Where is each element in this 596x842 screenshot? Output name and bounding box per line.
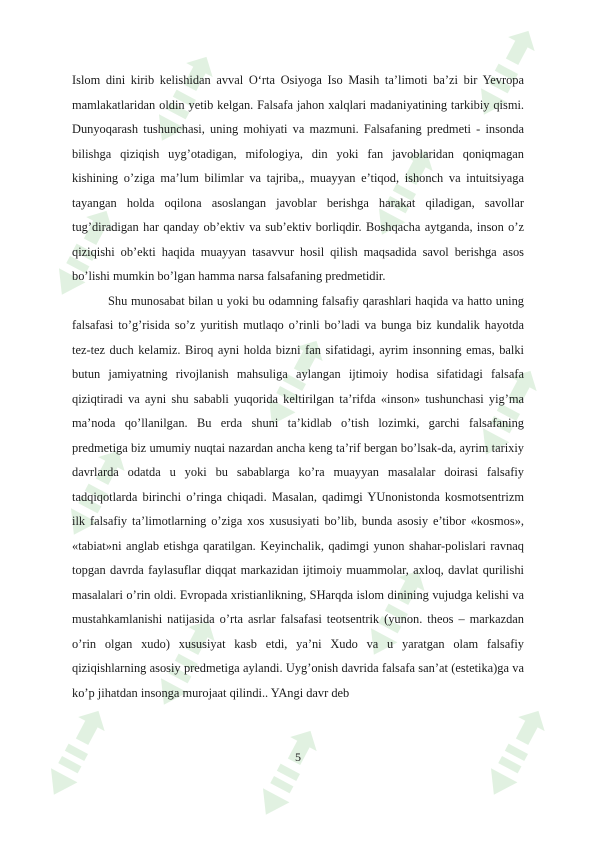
page-number: 5 bbox=[295, 750, 301, 764]
body-text bbox=[72, 68, 524, 705]
paragraph-1: Islom dini kirib kelishidan avval O‘rta Osiyoga Iso Masih ta’limoti ba’zi bir Yevropa mamlakatlaridan oldin yetib kelgan. Falsafa jahon xalqlari madaniyatining tarkibiy qismi. Dunyoqarash tushunchasi, uning mohiyati va mazmuni. Falsafaning predmeti - insonda bilishga qiziqish uyg’otadigan, mifologiya, din yoki fan javoblaridan qoniqmagan kishining o’ziga ma’lum bilimlar va tajriba,, muayyan e’tiqod, ishonch va intuitsiyaga tayangan holda oqilona asoslangan javoblar berishga harakat qiladigan, savollar tug’diradigan har qanday ob’ektiv va sub’ektiv borliqdir. Boshqacha aytganda, inson o’z qiziqishi ob’ekti haqida muayyan tasavvur hosil qilish maqsadida savol berishga asos bo’lishi mumkin bo’lgan hamma narsa falsafaning predmetidir. bbox=[72, 73, 524, 283]
watermark-logo-icon bbox=[252, 720, 322, 830]
paragraph-2: Shu munosabat bilan u yoki bu odamning falsafiy qarashlari haqida va hatto uning falsafasi to’g’risida so’z yuritish mutlaqo o’rinli bo’ladi va bunga biz kundalik hayotda tez-tez duch kelamiz. Biroq ayni holda bizni fan sifatidagi, ayrim insonning emas, balki butun jamiyatning rivojlanish mahsuliga aylangan ijtimoiy hodisa sifatidagi falsafa qiziqtiradi va ayni shu sababli yuqorida keltirilgan ta’rifda «inson» tushunchasi yig’ma ma’noda qo’llanilgan. Bu erda shuni ta’kidlab o’tish lozimki, garchi falsafaning predmetiga biz umumiy nuqtai nazardan ancha keng ta’rif bergan bo’lsak-da, ayrim tarixiy davrlarda odatda u yoki bu sabablarga ko’ra muayyan masalalar doirasi falsafiy tadqiqotlarda birinchi o’ringa chiqadi. Masalan, qadimgi YUnonistonda kosmotsentrizm ilk falsafiy ta’limotlarning o’ziga xos xususiyati bo’lib, bunda asosiy e’tibor «kosmos», «tabiat»ni anglab etishga qaratilgan. Keyinchalik, qadimgi yunon shahar-polislari ravnaq topgan davrda faylasuflar diqqat markazidan ijtimoiy muammolar, axloq, davlat qurilishi masalalari o’rin oldi. Evropada xristianlikning, SHarqda islom dinining vujudga kelishi va mustahkamlanishi natijasida o’rta asrlar falsafasi teotsentrik (yunon. theos – markazdan o’rin olgan xudo) xususiyat kasb etdi, ya’ni Xudo va u yaratgan olam falsafiy qiziqishlarning asosiy predmetiga aylandi. Uyg’onish davrida falsafa san’at (estetika)ga va ko’p jihatdan insonga murojaat qilindi.. YAngi davr deb bbox=[72, 293, 524, 700]
